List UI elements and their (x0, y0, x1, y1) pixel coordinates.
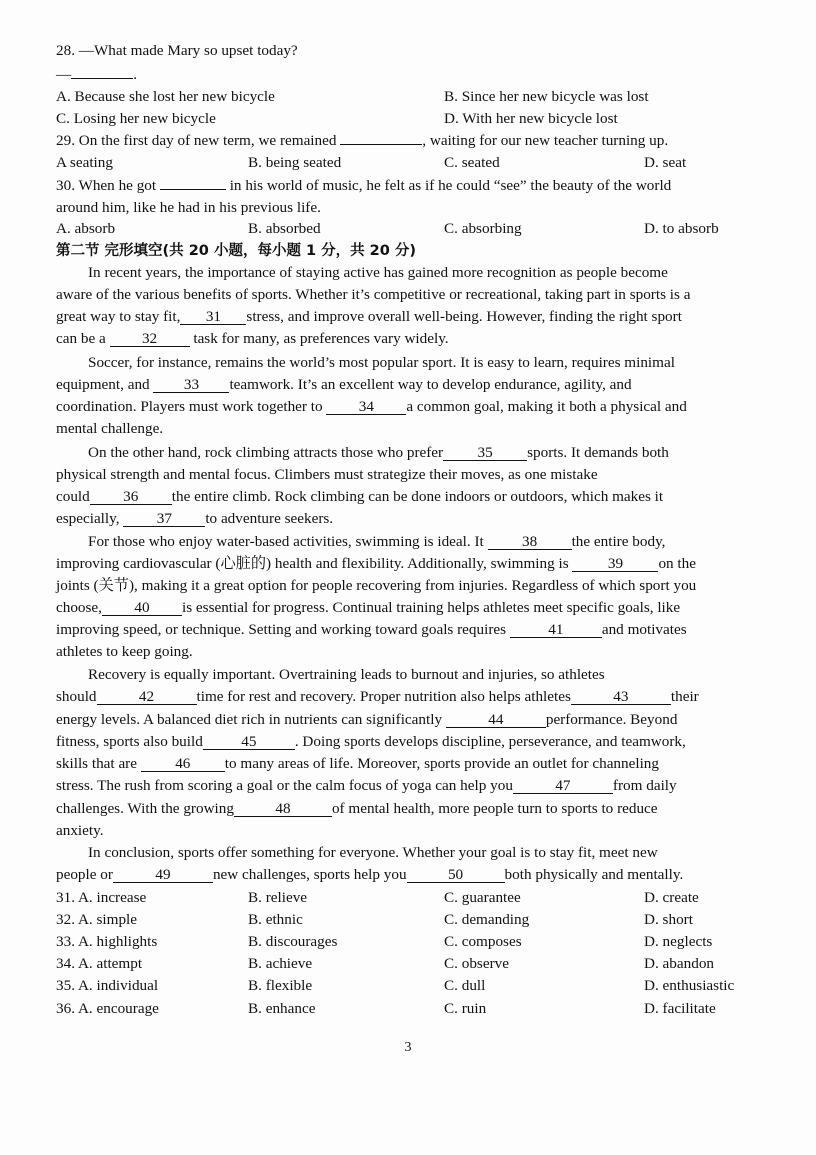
answer-blank (160, 189, 226, 190)
question-30-options (56, 220, 768, 238)
option-c: C. seated (444, 154, 500, 171)
option-a: A. Because she lost her new bicycle (56, 88, 275, 105)
passage-line: should 42 time for rest and recovery. Proper nutrition also helps athletes 43 their (56, 688, 699, 705)
question-30-stem-line2: around him, like he had in his previous life. (56, 199, 321, 216)
blank-41: 41 (510, 622, 602, 638)
option-b: B. discourages (248, 933, 338, 950)
option-a: 35. A. individual (56, 977, 159, 994)
answer-blank (340, 144, 422, 145)
option-a: 31. A. increase (56, 889, 147, 906)
option-d: D. enthusiastic (644, 977, 735, 994)
option-c: C. guarantee (444, 889, 521, 906)
passage-line: For those who enjoy water-based activities, swimming is ideal. It 38 the entire body, (88, 533, 666, 550)
page-number: 3 (404, 1040, 412, 1055)
passage-line: could 36 the entire climb. Rock climbing can be done indoors or outdoors, which makes it (56, 488, 664, 505)
options-row-36 (56, 1000, 768, 1018)
option-d: D. to absorb (644, 220, 719, 237)
option-d: D. With her new bicycle lost (444, 110, 618, 127)
option-c: C. ruin (444, 1000, 487, 1017)
blank-31: 31 (180, 309, 246, 325)
passage-line: coordination. Players must work together to 34 a common goal, making it both a physical and (56, 398, 687, 415)
passage-line: joints (关节), making it a great option for people recovering from injuries. Regardless of which sport you (56, 577, 697, 594)
passage-line: skills that are 46 to many areas of life. Moreover, sports provide an outlet for channeling (56, 755, 659, 772)
passage-line: energy levels. A balanced diet rich in nutrients can significantly 44 performance. Beyond (56, 711, 678, 728)
passage-line: Soccer, for instance, remains the world’s most popular sport. It is easy to learn, requires minimal (88, 354, 675, 371)
option-c: C. Losing her new bicycle (56, 110, 216, 127)
option-d: D. abandon (644, 955, 715, 972)
option-c: C. observe (444, 955, 509, 972)
question-28-stem: 28. —What made Mary so upset today? (56, 42, 298, 59)
options-row-33 (56, 933, 768, 951)
option-a: 32. A. simple (56, 911, 138, 928)
blank-45: 45 (203, 734, 295, 750)
options-row-35 (56, 977, 768, 995)
option-b: B. ethnic (248, 911, 303, 928)
passage-line: stress. The rush from scoring a goal or the calm focus of yoga can help you 47 from daily (56, 777, 677, 794)
option-c: C. demanding (444, 911, 530, 928)
option-b: B. Since her new bicycle was lost (444, 88, 649, 105)
passage-line: athletes to keep going. (56, 643, 193, 660)
passage-line: especially, 37 to adventure seekers. (56, 510, 334, 527)
blank-47: 47 (513, 778, 613, 794)
answer-blank (71, 78, 133, 79)
option-a: 36. A. encourage (56, 1000, 159, 1017)
option-c: C. dull (444, 977, 486, 994)
question-28-options-row1 (56, 88, 768, 106)
blank-37: 37 (123, 511, 205, 527)
question-28-options-row2 (56, 110, 768, 128)
options-row-34 (56, 955, 768, 973)
blank-35: 35 (443, 445, 527, 461)
passage-line: equipment, and 33 teamwork. It’s an excellent way to develop endurance, agility, and (56, 376, 632, 393)
passage-line: fitness, sports also build 45 . Doing sports develops discipline, perseverance, and teamwork, (56, 733, 686, 750)
option-b: B. absorbed (248, 220, 321, 237)
blank-34: 34 (326, 399, 406, 415)
passage-line: mental challenge. (56, 420, 164, 437)
question-30-stem: 30. When he got in his world of music, he felt as if he could “see” the beauty of the world (56, 177, 672, 194)
blank-38: 38 (488, 534, 572, 550)
option-a: A seating (56, 154, 113, 171)
blank-33: 33 (153, 377, 229, 393)
option-d: D. short (644, 911, 693, 928)
passage-line: choose, 40 is essential for progress. Continual training helps athletes meet specific goals, like (56, 599, 681, 616)
passage-line: aware of the various benefits of sports. Whether it’s competitive or recreational, taking part in sports is a (56, 286, 691, 303)
passage-line: people or 49 new challenges, sports help you 50 both physically and mentally. (56, 866, 684, 883)
passage-line: improving speed, or technique. Setting and working toward goals requires 41 and motivates (56, 621, 687, 638)
option-d: D. create (644, 889, 699, 906)
option-b: B. enhance (248, 1000, 316, 1017)
option-a: 34. A. attempt (56, 955, 143, 972)
passage-line: Recovery is equally important. Overtraining leads to burnout and injuries, so athletes (88, 666, 605, 683)
options-row-31 (56, 889, 768, 907)
passage-line: On the other hand, rock climbing attracts those who prefer 35 sports. It demands both (88, 444, 669, 461)
option-b: B. being seated (248, 154, 342, 171)
question-28-answer-line: — . (56, 66, 137, 83)
blank-50: 50 (407, 867, 505, 883)
passage-line: great way to stay fit, 31 stress, and improve overall well-being. However, finding the right sport (56, 308, 682, 325)
blank-46: 46 (141, 756, 225, 772)
section-heading: 第二节 完形填空(共 20 小题，每小题 1 分，共 20 分) (56, 243, 417, 259)
option-b: B. relieve (248, 889, 308, 906)
option-b: B. flexible (248, 977, 313, 994)
blank-48: 48 (234, 801, 332, 817)
passage-line: In recent years, the importance of staying active has gained more recognition as people become (88, 264, 668, 281)
option-a: 33. A. highlights (56, 933, 158, 950)
blank-36: 36 (90, 489, 172, 505)
passage-line: challenges. With the growing 48 of mental health, more people turn to sports to reduce (56, 800, 658, 817)
passage-line: can be a 32 task for many, as preferences vary widely. (56, 330, 449, 347)
question-29-stem: 29. On the first day of new term, we remained , waiting for our new teacher turning up. (56, 132, 669, 149)
blank-44: 44 (446, 712, 546, 728)
question-29-options (56, 154, 768, 172)
passage-line: anxiety. (56, 822, 104, 839)
option-d: D. neglects (644, 933, 713, 950)
option-d: D. facilitate (644, 1000, 716, 1017)
option-a: A. absorb (56, 220, 116, 237)
passage-line: physical strength and mental focus. Climbers must strategize their moves, as one mistake (56, 466, 598, 483)
blank-32: 32 (110, 331, 190, 347)
blank-40: 40 (102, 600, 182, 616)
options-row-32 (56, 911, 768, 929)
option-c: C. composes (444, 933, 522, 950)
passage-line: In conclusion, sports offer something for everyone. Whether your goal is to stay fit, meet new (88, 844, 658, 861)
option-c: C. absorbing (444, 220, 522, 237)
passage-line: improving cardiovascular (心脏的) health and flexibility. Additionally, swimming is 39 on the (56, 555, 696, 572)
option-d: D. seat (644, 154, 687, 171)
blank-42: 42 (97, 689, 197, 705)
blank-39: 39 (572, 556, 658, 572)
blank-49: 49 (113, 867, 213, 883)
option-b: B. achieve (248, 955, 313, 972)
blank-43: 43 (571, 689, 671, 705)
